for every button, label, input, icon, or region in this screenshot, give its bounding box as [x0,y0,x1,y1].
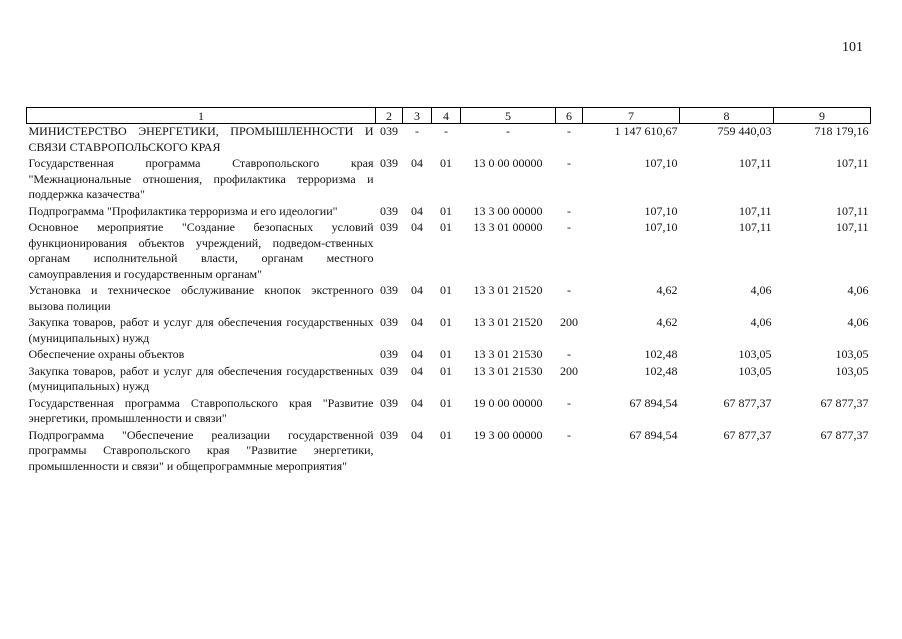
code-subsection: - [444,124,448,138]
code-expense-type: - [567,427,571,442]
code-target: 13 3 01 21520 [473,315,543,329]
header-col-8: 8 [680,108,774,124]
amount-col-8: 759 440,03 [717,124,772,138]
code-target: 13 3 01 00000 [473,220,543,234]
item-name: Закупка товаров, работ и услуг для обеспечения государственных (муниципальных) нужд [28,363,374,393]
header-col-6: 6 [556,108,583,124]
table-row [27,156,871,204]
code-target: 13 3 01 21530 [473,363,543,378]
code-expense-type: 200 [560,315,578,329]
code-expense-type: - [567,283,571,297]
header-row [27,108,871,124]
amount-col-7: 1 147 610,67 [614,124,678,138]
amount-col-8: 67 877,37 [723,395,772,410]
table-row [27,364,871,396]
code-section: - [415,124,419,138]
code-subsection: 01 [440,220,452,234]
code-section: 04 [411,283,423,297]
code-section: 04 [411,156,423,170]
code-target: 19 3 00 00000 [473,427,543,442]
item-name: Установка и техническое обслуживание кнопок экстренного вызова полиции [28,283,374,313]
code-expense-type: - [567,124,571,138]
header-col-7: 7 [583,108,680,124]
amount-col-9: 67 877,37 [820,395,869,410]
amount-col-7: 67 894,54 [629,395,678,410]
header-col-4: 4 [432,108,461,124]
table-row [27,315,871,347]
header-col-2: 2 [376,108,403,124]
amount-col-8: 107,11 [738,203,772,218]
code-section: 04 [411,347,423,361]
code-section: 04 [411,203,423,218]
amount-col-8: 107,11 [738,156,772,170]
code-subsection: 01 [440,315,452,329]
table-row [27,396,871,428]
item-name: Основное мероприятие "Создание безопасных условий функционирования объектов учреждений, подведом-ственных органам исполнительной власти, органам местного самоуправления и государственным органам" [28,220,374,281]
amount-col-9: 103,05 [835,347,869,361]
code-ministry: 039 [380,395,398,410]
code-expense-type: 200 [560,363,578,378]
code-expense-type: - [567,347,571,361]
code-ministry: 039 [380,347,398,361]
code-section: 04 [411,363,423,378]
code-target: 13 3 00 00000 [473,203,543,218]
code-target: 13 3 01 21530 [473,347,543,361]
page-number: 101 [842,40,863,55]
code-subsection: 01 [440,203,452,218]
item-name: Государственная программа Ставропольского края "Межнациональные отношения, профилактика терроризма и поддержка казачества" [28,156,374,201]
amount-col-7: 4,62 [656,315,678,329]
code-target: - [506,124,510,138]
code-expense-type: - [567,395,571,410]
header-col-5: 5 [461,108,556,124]
amount-col-7: 107,10 [644,220,678,234]
code-ministry: 039 [380,283,398,297]
budget-table [26,107,871,475]
amount-col-7: 67 894,54 [629,427,678,442]
amount-col-7: 107,10 [644,203,678,218]
code-expense-type: - [567,203,571,218]
table-row [27,428,871,476]
code-expense-type: - [567,156,571,170]
header-col-1: 1 [27,108,376,124]
code-ministry: 039 [380,315,398,329]
amount-col-9: 107,11 [835,156,869,170]
code-subsection: 01 [440,427,452,442]
code-section: 04 [411,427,423,442]
amount-col-9: 4,06 [847,315,869,329]
code-ministry: 039 [380,156,398,170]
code-ministry: 039 [380,124,398,138]
amount-col-7: 102,48 [644,347,678,361]
code-subsection: 01 [440,156,452,170]
code-ministry: 039 [380,203,398,218]
item-name: Подпрограмма "Обеспечение реализации государственной программы Ставропольского края "Развитие энергетики, промышленности и связи" и общепрограммные мероприятия" [28,427,374,473]
header-col-9: 9 [774,108,871,124]
item-name: Обеспечение охраны объектов [28,347,185,361]
table-row [27,283,871,315]
amount-col-8: 103,05 [738,363,772,378]
amount-col-8: 103,05 [738,347,772,361]
code-subsection: 01 [440,283,452,297]
amount-col-7: 102,48 [644,363,678,378]
amount-col-8: 107,11 [738,220,772,234]
table-row [27,220,871,283]
amount-col-7: 4,62 [656,283,678,297]
code-section: 04 [411,395,423,410]
code-target: 13 3 01 21520 [473,283,543,297]
amount-col-9: 103,05 [835,363,869,378]
amount-col-9: 67 877,37 [820,427,869,442]
amount-col-9: 107,11 [835,203,869,218]
code-ministry: 039 [380,427,398,442]
amount-col-8: 4,06 [750,315,772,329]
code-section: 04 [411,220,423,234]
code-target: 19 0 00 00000 [473,395,543,410]
header-col-3: 3 [403,108,432,124]
code-subsection: 01 [440,395,452,410]
code-subsection: 01 [440,347,452,361]
amount-col-9: 718 179,16 [814,124,869,138]
amount-col-8: 67 877,37 [723,427,772,442]
table-row [27,347,871,364]
amount-col-8: 4,06 [750,283,772,297]
amount-col-9: 107,11 [835,220,869,234]
item-name: МИНИСТЕРСТВО ЭНЕРГЕТИКИ, ПРОМЫШЛЕННОСТИ И СВЯЗИ СТАВРОПОЛЬСКОГО КРАЯ [28,124,374,154]
amount-col-9: 4,06 [847,283,869,297]
table-row [27,204,871,221]
item-name: Подпрограмма "Профилактика терроризма и его идеологии" [28,203,338,218]
item-name: Государственная программа Ставропольского края "Развитие энергетики, промышленности и связи" [28,395,374,425]
code-target: 13 0 00 00000 [473,156,543,170]
code-expense-type: - [567,220,571,234]
table-row [27,124,871,157]
item-name: Закупка товаров, работ и услуг для обеспечения государственных (муниципальных) нужд [28,315,374,345]
code-ministry: 039 [380,363,398,378]
amount-col-7: 107,10 [644,156,678,170]
code-ministry: 039 [380,220,398,234]
code-section: 04 [411,315,423,329]
code-subsection: 01 [440,363,452,378]
